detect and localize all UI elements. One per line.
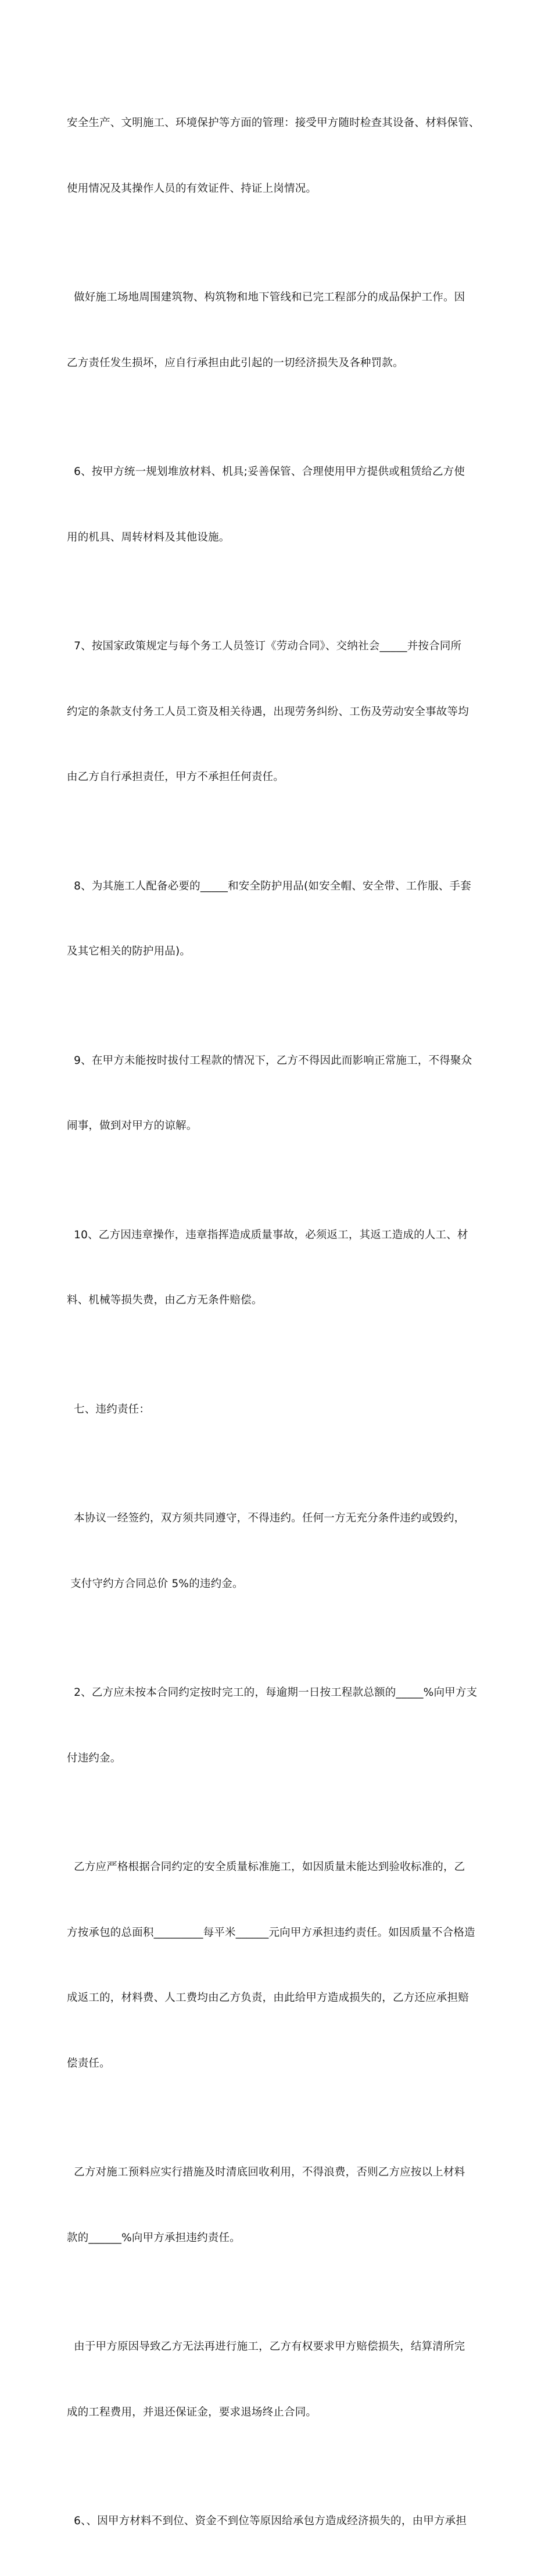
text-line: 支付守约方合同总价 5%的违约金。	[67, 1577, 243, 1590]
text-line: 做好施工场地周围建筑物、构筑物和地下管线和已完工程部分的成品保护工作。因	[67, 291, 465, 303]
text-line: 方按承包的总面积_________每平米______元向甲方承担违约责任。如因质量不合格造	[67, 1926, 475, 1939]
text-line: 成的工程费用，并退还保证金，要求退场终止合同。	[67, 2406, 317, 2418]
text-line: 2、乙方应未按本合同约定按时完工的，每逾期一日按工程款总额的_____%向甲方支	[67, 1687, 478, 1699]
text-line: 6、、因甲方材料不到位、资金不到位等原因给承包方造成经济损失的，由甲方承担	[67, 2515, 467, 2527]
paragraph	[67, 2467, 497, 2576]
text-line: 乙方对施工预料应实行措施及时清底回收利用，不得浪费，否则乙方应按以上材料	[67, 2166, 465, 2178]
paragraph	[67, 1813, 497, 2118]
text-line: 8、为其施工人配备必要的_____和安全防护用品(如安全帽、安全带、工作服、手套	[67, 880, 471, 892]
paragraph	[67, 832, 497, 1006]
text-line: 7、按国家政策规定与每个务工人员签订《劳动合同》、交纳社会_____并按合同所	[67, 640, 462, 652]
text-line: 偿责任。	[67, 2057, 110, 2070]
paragraph	[67, 2292, 497, 2467]
text-line: 用的机具、周转材料及其他设施。	[67, 531, 230, 544]
text-line: 由乙方自行承担责任，甲方不承担任何责任。	[67, 771, 285, 783]
text-line: 6、按甲方统一规划堆放材料、机具;妥善保管、合理使用甲方提供或租赁给乙方使	[67, 466, 465, 478]
text-line: 成返工的，材料费、人工费均由乙方负责，由此给甲方造成损失的，乙方还应承担赔	[67, 1992, 469, 2004]
paragraph	[67, 1464, 497, 1638]
paragraph	[67, 69, 497, 243]
document-body	[67, 69, 497, 2576]
paragraph	[67, 592, 497, 832]
text-line: 使用情况及其操作人员的有效证件、持证上岗情况。	[67, 182, 317, 195]
text-line: 安全生产、文明施工、环境保护等方面的管理：接受甲方随时检查其设备、材料保管、	[67, 117, 480, 129]
section-heading	[67, 1355, 497, 1464]
text-line: 乙方应严格根据合同约定的安全质量标准施工，如因质量未能达到验收标准的，乙	[67, 1861, 465, 1873]
text-line: 款的______%向甲方承担违约责任。	[67, 2231, 241, 2244]
text-line: 10、乙方因违章操作，违章指挥造成质量事故，必须返工，其返工造成的人工、材	[67, 1228, 468, 1241]
text-line: 及其它相关的防护用品)。	[67, 945, 191, 957]
text-line: 本协议一经签约，双方须共同遵守，不得违约。任何一方无充分条件违约或毁约，	[67, 1512, 465, 1524]
text-line: 由于甲方原因导致乙方无法再进行施工，乙方有权要求甲方赔偿损失，结算清所完	[67, 2341, 465, 2353]
text-line: 七、违约责任：	[67, 1403, 150, 1416]
text-line: 闹事，做到对甲方的谅解。	[67, 1120, 198, 1132]
text-line: 乙方责任发生损坏，应自行承担由此引起的一切经济损失及各种罚款。	[67, 356, 404, 369]
text-line: 料、机械等损失费，由乙方无条件赔偿。	[67, 1294, 263, 1306]
paragraph	[67, 2118, 497, 2292]
paragraph	[67, 1638, 497, 1813]
paragraph	[67, 1006, 497, 1181]
paragraph	[67, 1181, 497, 1355]
text-line: 付违约金。	[67, 1752, 121, 1764]
text-line: 9、在甲方未能按时拔付工程款的情况下，乙方不得因此而影响正常施工，不得聚众	[67, 1054, 472, 1067]
paragraph	[67, 243, 497, 417]
text-line: 约定的条款支付务工人员工资及相关待遇，出现劳务纠纷、工伤及劳动安全事故等均	[67, 705, 469, 718]
paragraph	[67, 417, 497, 592]
